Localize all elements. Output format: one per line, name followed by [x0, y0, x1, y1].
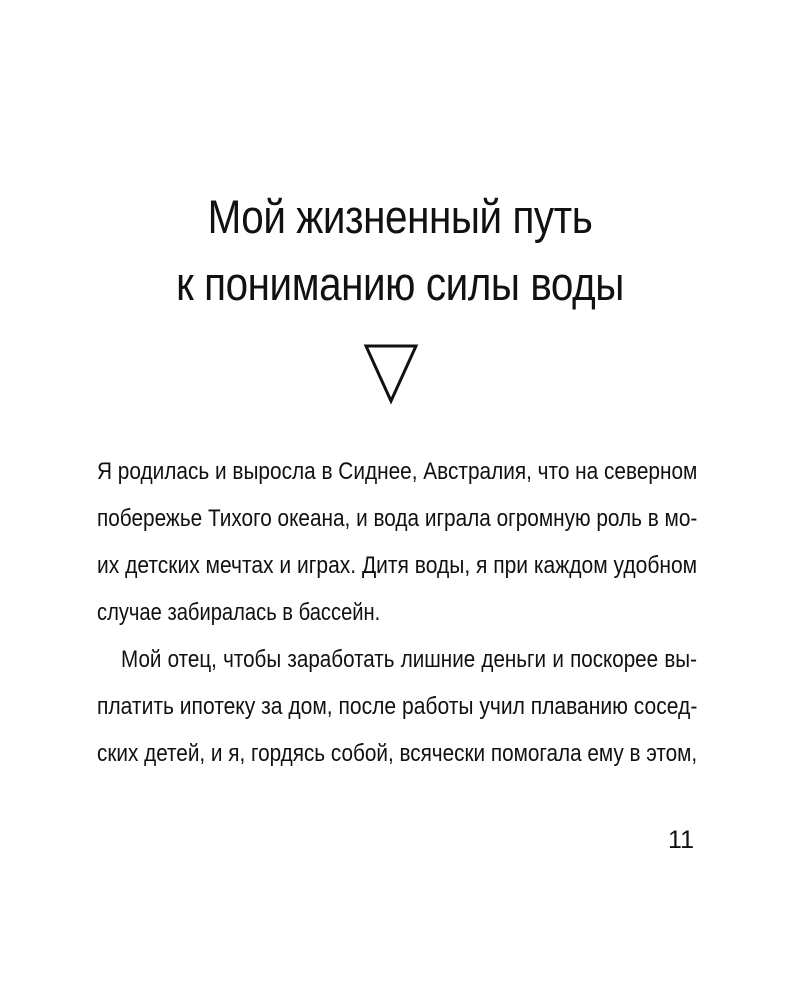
chapter-title-line-2: к пониманию силы воды: [176, 257, 624, 310]
text-line: побережье Тихого океана, и вода играла огромную роль в мо-: [97, 505, 698, 532]
body-text: [97, 448, 697, 777]
chapter-title-line-1: Мой жизненный путь: [207, 190, 593, 243]
text-line: их детских мечтах и играх. Дитя воды, я при каждом удобном: [97, 552, 698, 579]
text-line: ских детей, и я, гордясь собой, всячески помогала ему в этом,: [97, 740, 698, 767]
text-line: Я родилась и выросла в Сиднее, Австралия, что на северном: [97, 458, 698, 485]
text-line: Мой отец, чтобы заработать лишние деньги и поскорее вы-: [121, 646, 697, 673]
text-line: случае забиралась в бассейн.: [97, 599, 381, 626]
downward-triangle-icon: [363, 343, 419, 405]
page-number: 11: [668, 826, 694, 854]
text-line: платить ипотеку за дом, после работы учил плаванию сосед-: [97, 693, 698, 720]
chapter-title: [56, 183, 744, 317]
